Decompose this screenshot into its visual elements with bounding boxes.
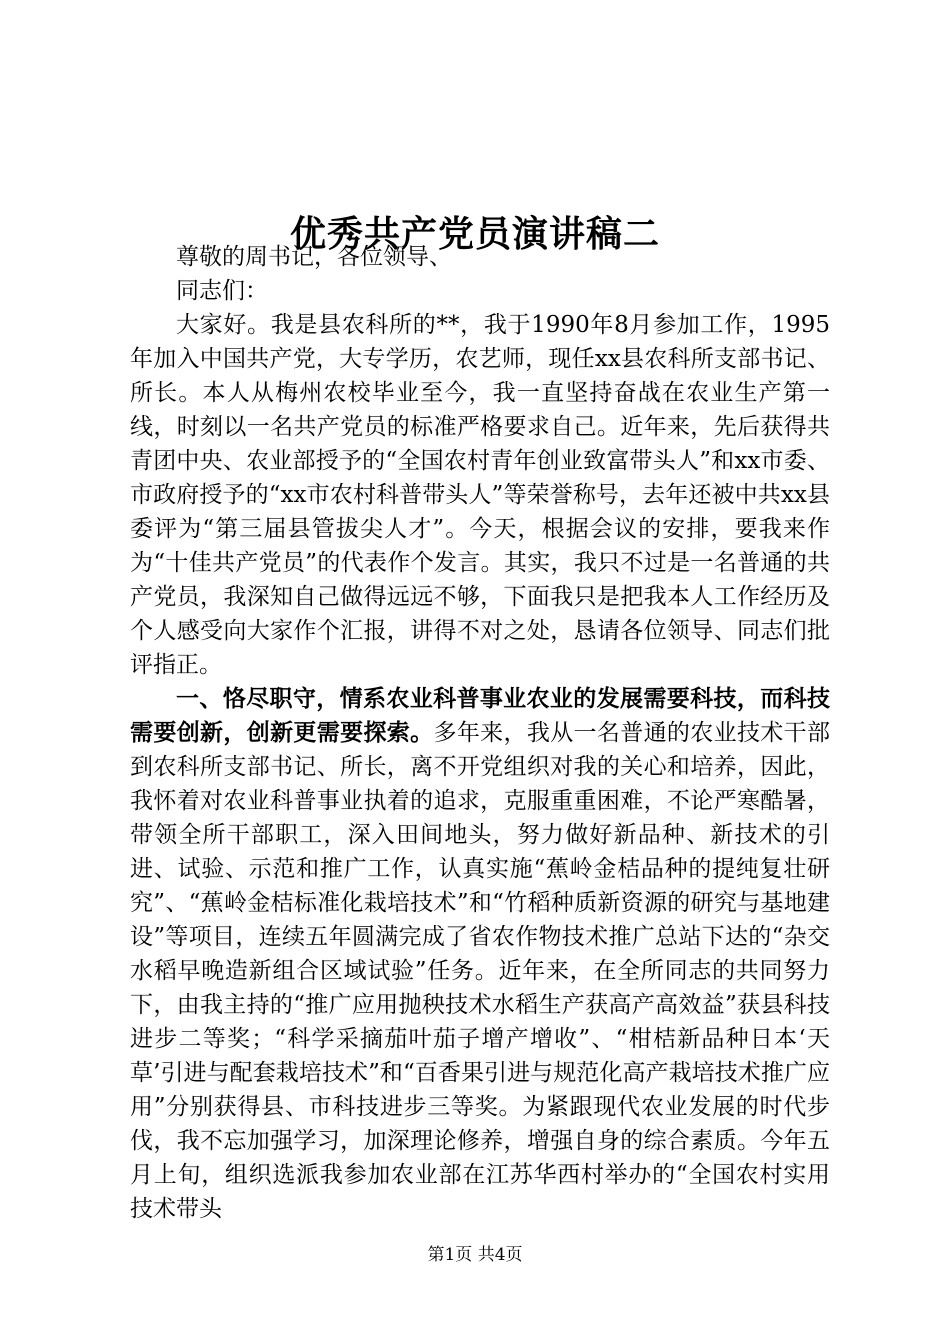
page-number: 第1页 共4页 bbox=[427, 1245, 523, 1265]
document-title: 优秀共产党员演讲稿二 bbox=[289, 213, 660, 256]
salutation-line-1: 尊敬的周书记，各位领导、 bbox=[176, 244, 452, 270]
salutation-line-2: 同志们： bbox=[176, 278, 268, 304]
paragraph-2-body: 多年来，我从一名普通的农业技术干部到农科所支部书记、所长，离不开党组织对我的关心和培养，因此，我怀着对农业科普事业执着的追求，克服重重困难，不论严寒酷暑，带领全所干部职工，深入田间地头，努力做好新品种、新技术的引进、试验、示范和推广工作，认真实施“蕉岭金桔品种的提纯复壮研究”、“蕉岭金桔标准化栽培技术”和“竹稻种质新资源的研究与基地建设”等项目，连续五年圆满完成了省农作物技术推广总站下达的“杂交水稻早晚造新组合区域试验”任务。近年来，在全所同志的共同努力下，由我主持的“推广应用抛秧技术水稻生产获高产高效益”获县科技进步二等奖；“科学采摘茄叶茄子增产增收”、“柑桔新品种日本‘天草’引进与配套栽培技术”和“百香果引进与规范化高产栽培技术推广应用”分别获得县、市科技进步三等奖。为紧跟现代农业发展的时代步伐，我不忘加强学习，加深理论修养，增强自身的综合素质。今年五月上旬，组织选派我参加农业部在江苏华西村举办的“全国农村实用技术带头 bbox=[130, 720, 831, 1222]
paragraph-1: 大家好。我是县农科所的**，我于1990年8月参加工作，1995年加入中国共产党，大专学历，农艺师，现任xx县农科所支部书记、所长。本人从梅州农校毕业至今，我一直坚持奋战在农业生产第一线，时刻以一名共产党员的标准严格要求自己。近年来，先后获得共青团中央、农业部授予的“全国农村青年创业致富带头人”和xx市委、市政府授予的“xx市农村科普带头人”等荣誉称号，去年还被中共xx县委评为“第三届县管拔尖人才”。今天，根据会议的安排，要我来作为“十佳共产党员”的代表作个发言。其实，我只不过是一名普通的共产党员，我深知自己做得远远不够，下面我只是把我本人工作经历及个人感受向大家作个汇报，讲得不对之处，恳请各位领导、同志们批评指正。 bbox=[130, 312, 830, 678]
document-body bbox=[130, 240, 830, 1226]
section-heading: 一、恪尽职守，情系农业科普事业农业的发展需要科技，而科技需要创新，创新更需要探索。 bbox=[130, 685, 830, 746]
paragraph-2 bbox=[130, 682, 830, 1226]
